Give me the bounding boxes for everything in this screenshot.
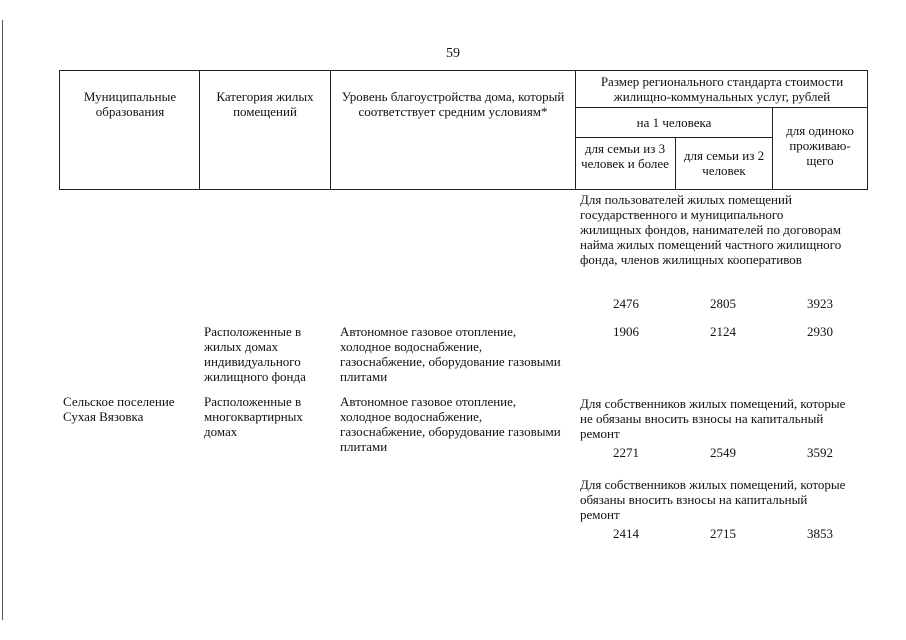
value-single-3: 3592 — [807, 445, 833, 460]
header-level-label: Уровень благоустройства дома, который соответствует средним условиям* — [341, 89, 565, 119]
header-cell-level — [330, 70, 576, 190]
header-cell-municipal — [59, 70, 200, 190]
header-per-person-label: на 1 человека — [636, 115, 712, 130]
header-family3-label: для семьи из 3 человек и более — [581, 141, 669, 171]
header-category-label: Категория жилых помещений — [216, 89, 314, 119]
group-label-4: Для собственников жилых помещений, которые обязаны вносить взносы на капитальный ремонт — [580, 477, 846, 522]
level-individual: Автономное газовое отопление, холодное водоснабжение, газоснабжение, оборудование газовыми плитами — [340, 324, 561, 384]
value-family2-2: 2124 — [710, 324, 736, 339]
value-family3-4: 2414 — [613, 526, 639, 541]
page-number: 59 — [446, 46, 460, 61]
value-family2-1: 2805 — [710, 296, 736, 311]
value-single-1: 3923 — [807, 296, 833, 311]
header-municipal-label: Муниципальные образования — [83, 89, 177, 119]
category-apartment: Расположенные в многоквартирных домах — [204, 394, 303, 439]
header-cell-category — [199, 70, 331, 190]
group-label-3: Для собственников жилых помещений, которые не обязаны вносить взносы на капитальный ремонт — [580, 396, 846, 441]
value-family2-4: 2715 — [710, 526, 736, 541]
municipality-name: Сельское поселение Сухая Вязовка — [63, 394, 175, 424]
value-family3-3: 2271 — [613, 445, 639, 460]
value-family3-2: 1906 — [613, 324, 639, 339]
value-single-4: 3853 — [807, 526, 833, 541]
header-single-label: для одиноко проживаю-щего — [786, 123, 854, 168]
header-family2-label: для семьи из 2 человек — [683, 148, 765, 178]
level-apartment: Автономное газовое отопление, холодное водоснабжение, газоснабжение, оборудование газовыми плитами — [340, 394, 561, 454]
group-label-1: Для пользователей жилых помещений государственного и муниципального жилищных фондов, нанимателей по договорам найма жилых помещений частного жилищного фонда, членов жилищных кооперативов — [580, 192, 842, 267]
value-family2-3: 2549 — [710, 445, 736, 460]
scan-edge — [2, 20, 3, 620]
value-single-2: 2930 — [807, 324, 833, 339]
value-family3-1: 2476 — [613, 296, 639, 311]
header-standard-label: Размер регионального стандарта стоимости жилищно-коммунальных услуг, рублей — [600, 74, 844, 104]
category-individual: Расположенные в жилых домах индивидуального жилищного фонда — [204, 324, 306, 384]
